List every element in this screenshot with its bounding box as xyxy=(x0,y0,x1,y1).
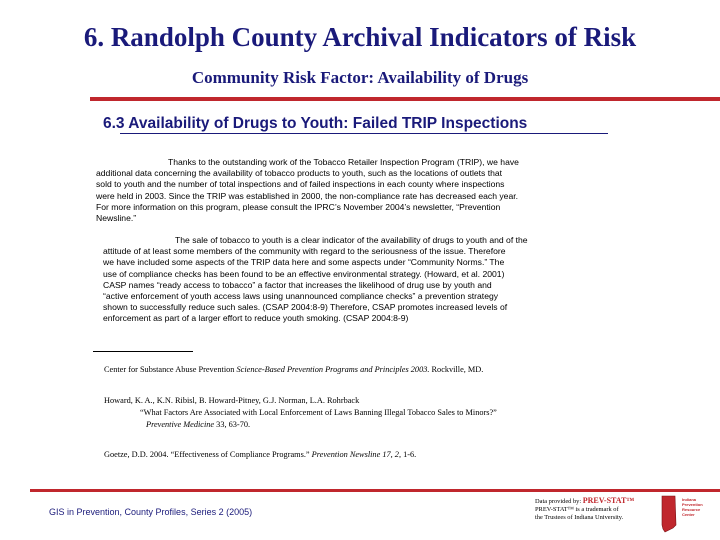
logo-line: Indiana xyxy=(682,497,697,502)
credit-trademark: PREV-STAT™ is a trademark of xyxy=(535,506,619,513)
reference-howard-title: “What Factors Are Associated with Local Enforcement of Laws Banning Illegal Tobacco Sales to Minors?” xyxy=(140,408,497,417)
paragraph-line: additional data concerning the availability of tobacco products to youth, such as the locations of outlets that xyxy=(96,168,503,179)
paragraph-sale xyxy=(103,235,633,325)
paragraph-line: Newsline.” xyxy=(96,213,137,224)
reference-pages: , 1-6. xyxy=(398,450,417,459)
paragraph-line: Thanks to the outstanding work of the Tobacco Retailer Inspection Program (TRIP), we have xyxy=(168,157,519,167)
paragraph-line: were held in 2003. Since the TRIP was established in 2000, the non-compliance rate has decreased each year. xyxy=(96,190,518,201)
indiana-map-icon xyxy=(660,495,678,533)
credit-prefix: Data provided by: xyxy=(535,498,583,505)
paragraph-line: use of compliance checks has been found to be an effective environmental strategy. (Howard, et al. 2001) xyxy=(103,268,505,279)
reference-howard-journal xyxy=(146,419,250,431)
page-subtitle: Community Risk Factor: Availability of Drugs xyxy=(191,68,529,87)
bottom-divider xyxy=(30,489,720,492)
paragraph-line: “active enforcement of youth access laws using unannounced compliance checks” a prevention strategy xyxy=(103,291,499,302)
paragraph-line: For more information on this program, please consult the IPRC’s November 2004’s newsletter, “Prevention xyxy=(96,201,501,212)
paragraph-line: sold to youth and the number of total inspections and of failed inspections in each county where inspections xyxy=(96,179,505,190)
logo-line: Prevention xyxy=(682,502,703,507)
paragraph-line: attitude of at least some members of the community with regard to the seriousness of the issue. Therefore xyxy=(103,246,506,257)
top-divider xyxy=(90,97,720,101)
reference-author: Goetze, D.D. 2004. “Effectiveness of Compliance Programs.” xyxy=(104,450,312,459)
reference-journal: Prevention Newsline 17, 2 xyxy=(311,450,399,459)
reference-volume: 33, 63-70. xyxy=(214,420,251,429)
data-credit xyxy=(535,497,659,522)
paragraph-line: enforcement as part of a larger effort to reduce youth smoking. (CSAP 2004:8-9) xyxy=(103,313,409,324)
paragraph-line: The sale of tobacco to youth is a clear indicator of the availability of drugs to youth and of the xyxy=(175,235,528,245)
paragraph-trip xyxy=(96,157,636,224)
reference-goetze xyxy=(104,449,416,461)
footer-series: GIS in Prevention, County Profiles, Series 2 (2005) xyxy=(49,507,253,517)
reference-csap xyxy=(104,364,483,376)
reference-title: Science-Based Prevention Programs and Principles 2003. xyxy=(236,365,430,374)
reference-place: Rockville, MD. xyxy=(429,365,484,374)
paragraph-line: we have included some aspects of the TRIP data here and some aspects under “Community Norms.” The xyxy=(103,257,505,268)
logo-line: Resource xyxy=(682,507,701,512)
paragraph-line: CASP names “ready access to tobacco” a factor that increases the likelihood of drug use by youth and xyxy=(103,279,492,290)
reference-journal: Preventive Medicine xyxy=(146,420,215,429)
logo-line: Center xyxy=(682,512,695,517)
paragraph-line: shown to successfully reduce such sales. (CSAP 2004:8-9) Therefore, CSAP promotes increased levels of xyxy=(103,302,508,313)
page-title: 6. Randolph County Archival Indicators of Risk xyxy=(83,22,637,52)
credit-trustees: the Trustees of Indiana University. xyxy=(535,514,624,521)
prev-stat-brand: PREV-STAT™ xyxy=(582,496,635,505)
section-heading-underline xyxy=(120,133,608,134)
reference-howard-authors: Howard, K. A., K.N. Ribisl, B. Howard-Pitney, G.J. Norman, L.A. Rohrback xyxy=(104,396,360,405)
section-heading: 6.3 Availability of Drugs to Youth: Failed TRIP Inspections xyxy=(103,115,528,132)
reference-author: Center for Substance Abuse Prevention xyxy=(104,365,237,374)
footnote-divider xyxy=(93,351,193,352)
iprc-logo xyxy=(682,497,712,533)
